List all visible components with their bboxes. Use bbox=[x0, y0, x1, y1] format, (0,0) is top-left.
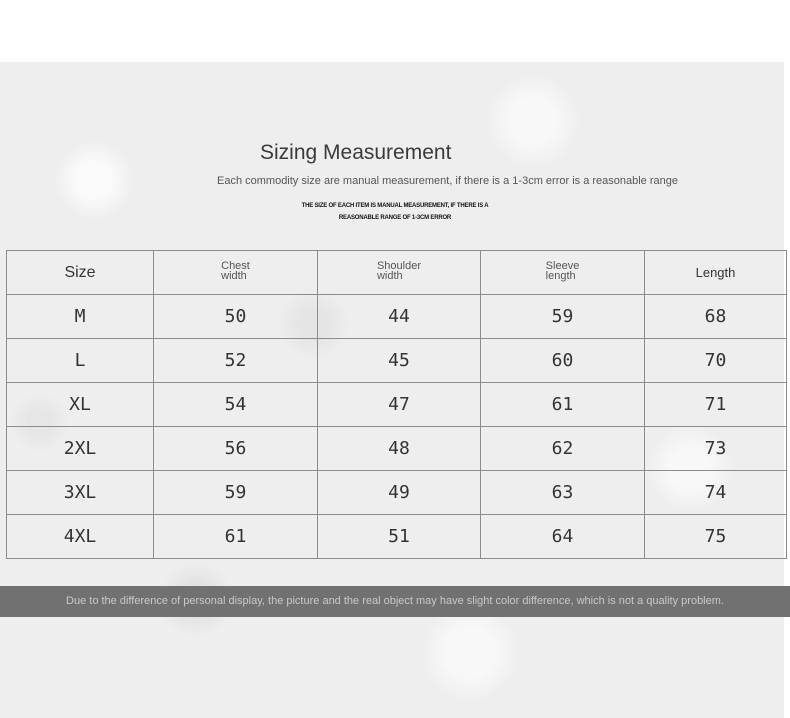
header-sleeve-line1: Sleeve bbox=[545, 260, 580, 272]
header-sleeve-length-label bbox=[546, 261, 580, 281]
header-length-label: Length bbox=[695, 264, 736, 280]
shoulder-width-cell: 49 bbox=[318, 471, 481, 515]
size-cell: 4XL bbox=[7, 515, 154, 559]
size-cell: M bbox=[7, 295, 154, 339]
chest-width-cell: 52 bbox=[154, 339, 318, 383]
size-table-header bbox=[7, 251, 787, 295]
header-chest-width-label bbox=[221, 261, 250, 281]
table-row bbox=[7, 471, 787, 515]
color-disclaimer: Due to the difference of personal display, the picture and the real object may have slight color difference, which is not a quality problem. bbox=[0, 586, 790, 617]
shoulder-width-cell: 47 bbox=[318, 383, 481, 427]
sleeve-length-cell: 61 bbox=[481, 383, 645, 427]
header-size-label: Size bbox=[64, 263, 96, 281]
size-cell: L bbox=[7, 339, 154, 383]
header-length bbox=[645, 251, 787, 295]
header-shoulder-line2: width bbox=[376, 270, 403, 282]
measurement-note-caps bbox=[270, 200, 520, 224]
sleeve-length-cell: 62 bbox=[481, 427, 645, 471]
length-cell: 71 bbox=[645, 383, 787, 427]
measurement-note-caps-line1: THE SIZE OF EACH ITEM IS MANUAL MEASUREMENT, IF THERE IS A bbox=[301, 203, 489, 209]
table-row bbox=[7, 339, 787, 383]
table-row bbox=[7, 295, 787, 339]
header-chest-width bbox=[154, 251, 318, 295]
size-cell: 2XL bbox=[7, 427, 154, 471]
length-cell: 70 bbox=[645, 339, 787, 383]
chest-width-cell: 59 bbox=[154, 471, 318, 515]
chest-width-cell: 50 bbox=[154, 295, 318, 339]
size-table bbox=[6, 250, 787, 559]
length-cell: 68 bbox=[645, 295, 787, 339]
size-cell: XL bbox=[7, 383, 154, 427]
header-chest-line1: Chest bbox=[221, 260, 250, 272]
header-shoulder-line1: Shoulder bbox=[376, 260, 422, 272]
length-cell: 75 bbox=[645, 515, 787, 559]
length-cell: 74 bbox=[645, 471, 787, 515]
shoulder-width-cell: 48 bbox=[318, 427, 481, 471]
header-sleeve-line2: length bbox=[545, 270, 576, 282]
shoulder-width-cell: 44 bbox=[318, 295, 481, 339]
table-row bbox=[7, 427, 787, 471]
header-chest-line2: width bbox=[221, 270, 247, 282]
size-cell: 3XL bbox=[7, 471, 154, 515]
sleeve-length-cell: 59 bbox=[481, 295, 645, 339]
sleeve-length-cell: 63 bbox=[481, 471, 645, 515]
length-cell: 73 bbox=[645, 427, 787, 471]
table-row bbox=[7, 383, 787, 427]
chest-width-cell: 56 bbox=[154, 427, 318, 471]
table-row bbox=[7, 515, 787, 559]
header-shoulder-width bbox=[318, 251, 481, 295]
chest-width-cell: 61 bbox=[154, 515, 318, 559]
shoulder-width-cell: 51 bbox=[318, 515, 481, 559]
page-title: Sizing Measurement bbox=[260, 141, 452, 164]
sleeve-length-cell: 64 bbox=[481, 515, 645, 559]
chest-width-cell: 54 bbox=[154, 383, 318, 427]
sleeve-length-cell: 60 bbox=[481, 339, 645, 383]
measurement-note: Each commodity size are manual measurement, if there is a 1-3cm error is a reasonable range bbox=[217, 175, 678, 187]
measurement-note-caps-line2: REASONABLE RANGE OF 1-3CM ERROR bbox=[338, 215, 452, 221]
header-size bbox=[7, 251, 154, 295]
header-sleeve-length bbox=[481, 251, 645, 295]
shoulder-width-cell: 45 bbox=[318, 339, 481, 383]
header-shoulder-width-label bbox=[377, 261, 421, 281]
